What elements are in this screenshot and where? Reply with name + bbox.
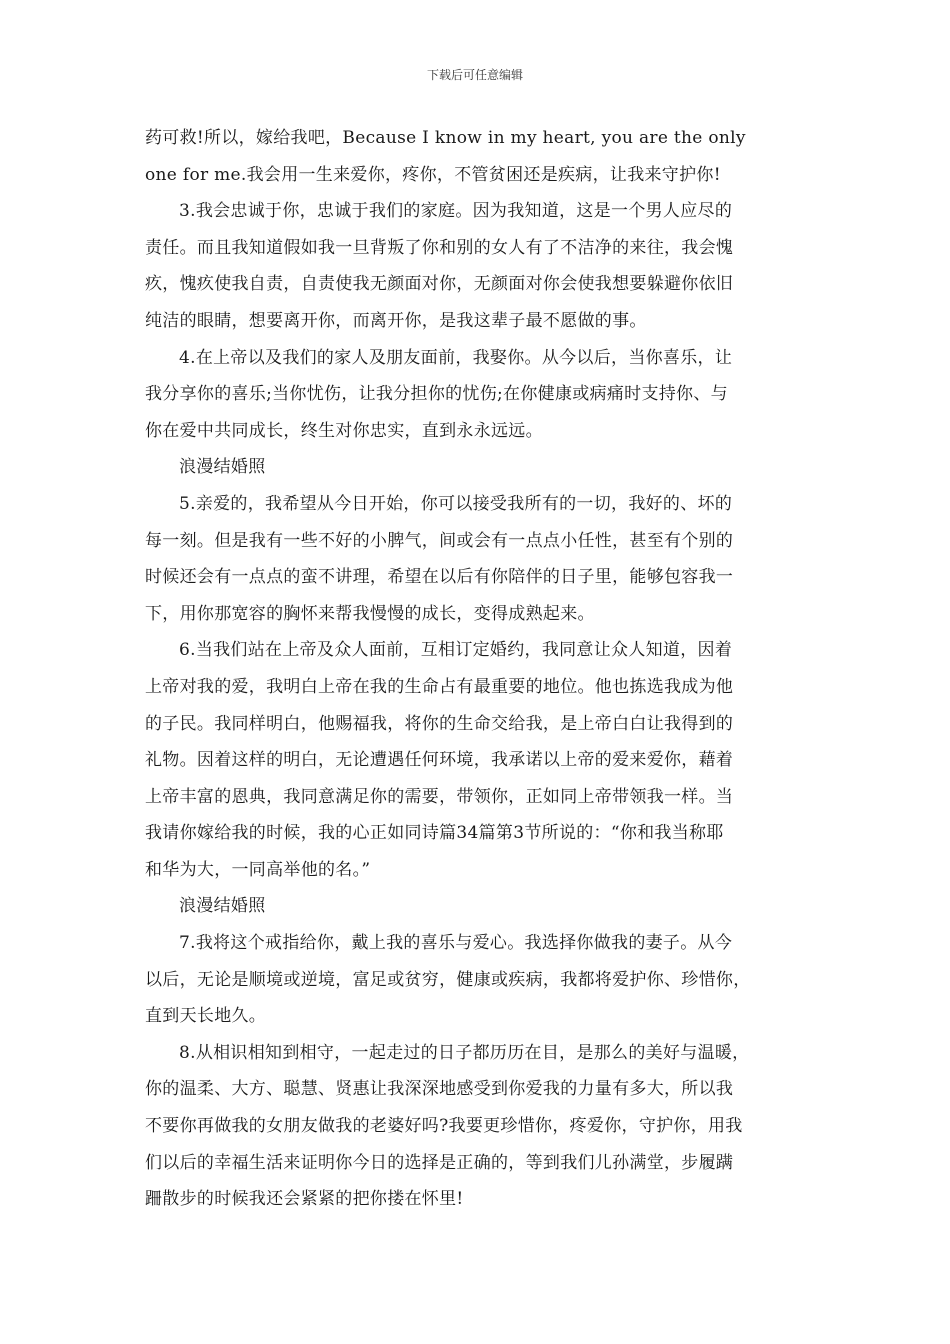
paragraph-line: 7.我将这个戒指给你，戴上我的喜乐与爱心。我选择你做我的妻子。从今 bbox=[179, 933, 733, 954]
paragraph-line: 我分享你的喜乐;当你忧伤，让我分担你的忧伤;在你健康或病痛时支持你、与 bbox=[145, 384, 728, 405]
paragraph-line: 你的温柔、大方、聪慧、贤惠让我深深地感受到你爱我的力量有多大，所以我 bbox=[145, 1079, 734, 1100]
paragraph-line: 纯洁的眼睛，想要离开你，而离开你，是我这辈子最不愿做的事。 bbox=[145, 310, 647, 331]
paragraph-line: 直到天长地久。 bbox=[145, 1006, 267, 1027]
paragraph-line: 以后，无论是顺境或逆境，富足或贫穷，健康或疾病，我都将爱护你、珍惜你， bbox=[145, 969, 751, 990]
paragraph-line: one for me.我会用一生来爱你，疼你，不管贫困还是疾病，让我来守护你! bbox=[145, 164, 721, 185]
paragraph-line: 上帝丰富的恩典，我同意满足你的需要，带领你，正如同上帝带领我一样。当 bbox=[145, 786, 734, 807]
paragraph-line: 下，用你那宽容的胸怀来帮我慢慢的成长，变得成熟起来。 bbox=[145, 603, 595, 624]
paragraph-line: 4.在上帝以及我们的家人及朋友面前，我娶你。从今以后，当你喜乐，让 bbox=[179, 347, 733, 368]
paragraph-line: 疚，愧疚使我自责，自责使我无颜面对你，无颜面对你会使我想要躲避你依旧 bbox=[145, 274, 734, 295]
paragraph-line: 上帝对我的爱，我明白上帝在我的生命占有最重要的地位。他也拣选我成为他 bbox=[145, 676, 734, 697]
paragraph-line: 我请你嫁给我的时候，我的心正如同诗篇34篇第3节所说的：“你和我当称耶 bbox=[145, 823, 724, 844]
paragraph-line: 时候还会有一点点的蛮不讲理，希望在以后有你陪伴的日子里，能够包容我一 bbox=[145, 567, 734, 588]
paragraph-line: 浪漫结婚照 bbox=[179, 457, 266, 478]
paragraph-line: 药可救!所以，嫁给我吧，Because I know in my heart, you are the only bbox=[145, 128, 746, 148]
document-body bbox=[145, 120, 810, 1218]
paragraph-line: 的子民。我同样明白，他赐福我，将你的生命交给我，是上帝白白让我得到的 bbox=[145, 713, 734, 734]
paragraph-line: 不要你再做我的女朋友做我的老婆好吗?我要更珍惜你，疼爱你，守护你，用我 bbox=[145, 1116, 743, 1137]
paragraph-line: 责任。而且我知道假如我一旦背叛了你和别的女人有了不洁净的来往，我会愧 bbox=[145, 237, 734, 258]
paragraph-line: 们以后的幸福生活来证明你今日的选择是正确的，等到我们儿孙满堂，步履蹒 bbox=[145, 1152, 734, 1173]
paragraph-line: 浪漫结婚照 bbox=[179, 896, 266, 917]
paragraph-line: 6.当我们站在上帝及众人面前，互相订定婚约，我同意让众人知道，因着 bbox=[179, 640, 733, 661]
paragraph-line: 你在爱中共同成长，终生对你忠实，直到永永远远。 bbox=[145, 420, 543, 441]
paragraph-line: 礼物。因着这样的明白，无论遭遇任何环境，我承诺以上帝的爱来爱你，藉着 bbox=[145, 750, 734, 771]
paragraph-line: 5.亲爱的，我希望从今日开始，你可以接受我所有的一切，我好的、坏的 bbox=[179, 493, 733, 514]
page-header-note: 下载后可任意编辑 bbox=[426, 68, 523, 82]
paragraph-line: 和华为大，一同高举他的名。” bbox=[145, 859, 371, 880]
paragraph-line: 每一刻。但是我有一些不好的小脾气，间或会有一点点小任性，甚至有个别的 bbox=[145, 530, 734, 551]
paragraph-line: 3.我会忠诚于你，忠诚于我们的家庭。因为我知道，这是一个男人应尽的 bbox=[179, 201, 733, 222]
paragraph-line: 8.从相识相知到相守，一起走过的日子都历历在目，是那么的美好与温暖， bbox=[179, 1042, 750, 1063]
paragraph-line: 跚散步的时候我还会紧紧的把你搂在怀里! bbox=[145, 1189, 464, 1210]
